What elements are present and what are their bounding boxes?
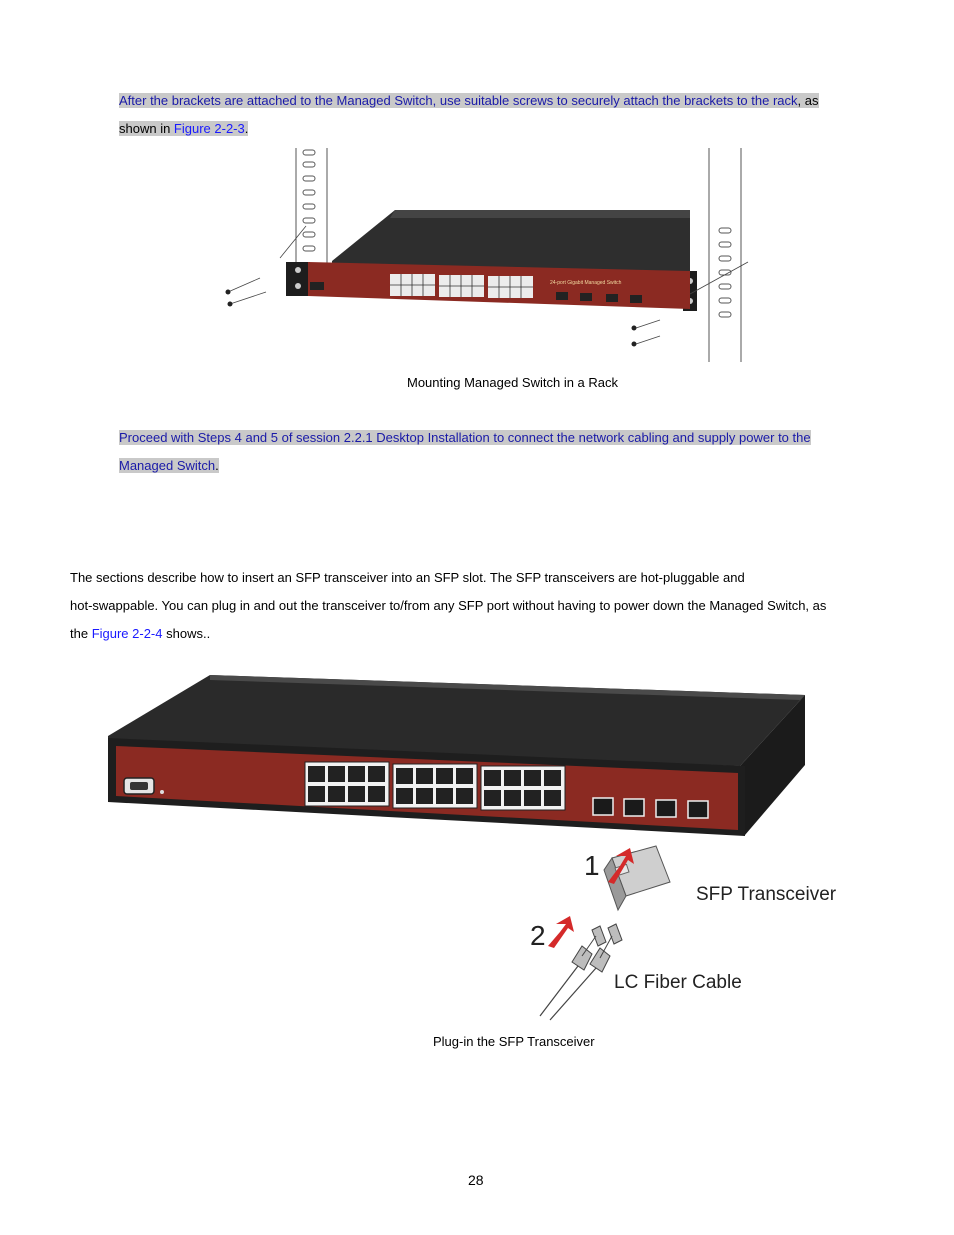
para1-highlight: After the brackets are attached to the Managed Switch, use suitable screws to securely attach the brackets to the rack bbox=[119, 93, 798, 108]
figure1-caption: Mounting Managed Switch in a Rack bbox=[407, 375, 619, 390]
sfp-insertion-figure bbox=[100, 670, 850, 1025]
para3-line1: The sections describe how to insert an SFP transceiver into an SFP slot. The SFP transceivers are hot-pluggable and bbox=[70, 570, 745, 585]
para1-line2 bbox=[119, 120, 248, 138]
step2-label: 2 bbox=[530, 920, 546, 951]
para1-tail: , as bbox=[797, 93, 819, 108]
arrow-step2-icon bbox=[548, 916, 574, 948]
panel-label: 24-port Gigabit Managed Switch bbox=[550, 280, 622, 286]
para1-line1 bbox=[119, 92, 819, 110]
lc-fiber-cable bbox=[540, 924, 622, 1020]
figure2-caption: Plug-in the SFP Transceiver bbox=[433, 1034, 595, 1049]
page-number: 28 bbox=[468, 1172, 484, 1188]
para3-suffix: shows.. bbox=[162, 626, 211, 641]
para3-prefix: the bbox=[70, 626, 92, 641]
para2-line1 bbox=[119, 429, 811, 447]
figure-2-2-4-link[interactable]: Figure 2-2-4 bbox=[91, 626, 163, 641]
para3-line3 bbox=[70, 625, 210, 643]
figure-2-2-3-link[interactable]: Figure 2-2-3 bbox=[173, 121, 245, 136]
para2-line2 bbox=[119, 457, 219, 475]
para1-prefix: shown in bbox=[119, 121, 174, 136]
para2-text1: Proceed with Steps 4 and 5 of session 2.2.1 Desktop Installation to connect the network cabling and supply power to the bbox=[119, 430, 811, 445]
para1-suffix: . bbox=[244, 121, 249, 136]
right-rack-rail bbox=[709, 148, 741, 362]
step1-label: 1 bbox=[584, 850, 600, 881]
rj45-ports bbox=[305, 762, 565, 810]
para2-text2: Managed Switch bbox=[119, 458, 216, 473]
rack-mounting-figure bbox=[220, 146, 760, 366]
para2-suffix: . bbox=[215, 458, 219, 473]
para3-line2: hot-swappable. You can plug in and out the transceiver to/from any SFP port without having to power down the Managed Switch, as bbox=[70, 598, 827, 613]
switch-small bbox=[286, 210, 697, 311]
lc-fiber-cable-label: LC Fiber Cable bbox=[614, 972, 742, 993]
sfp-transceiver-label: SFP Transceiver bbox=[696, 884, 837, 905]
